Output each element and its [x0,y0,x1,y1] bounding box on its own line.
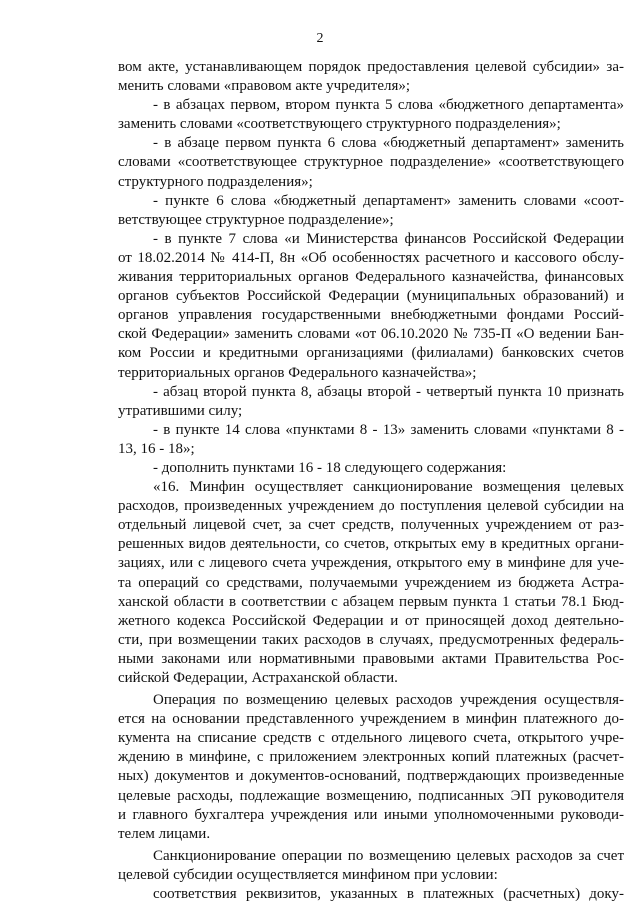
text-line: органов субъектов Российской Федерации (муниципальных образований) и [118,288,624,305]
text-line: - пункте 6 слова «бюджетный департамент» заменить словами «соот- [153,192,624,209]
text-line: кумента на списание средств с отдельного лицевого счета, открытого учре- [118,730,624,747]
text-line: заменить словами «соответствующего структурного подразделения»; [118,116,561,133]
text-line: ными законами или нормативными правовыми актами Правительства Рос- [118,650,624,667]
text-line: ханской области в соответствии с абзацем первым пункта 1 статьи 78.1 Бюд- [118,593,624,610]
text-line: - абзац второй пункта 8, абзацы второй - четвертый пункта 10 признать [153,383,624,400]
text-line: жетного кодекса Российской Федерации и от приносящей доход деятельно- [118,612,624,629]
text-line: менить словами «правовом акте учредителя»; [118,78,411,95]
text-line: и главного бухгалтера учреждения или иными уполномоченными руководи- [118,806,624,823]
text-line: вом акте, устанавливающем порядок предоставления целевой субсидии» за- [118,59,624,75]
text-line: от 18.02.2014 № 414-П, 8н «Об особенностях расчетного и кассового обслу- [118,249,624,266]
text-line: решенных видов деятельности, со счетов, открытых ему в кредитных органи- [118,536,624,553]
text-line: ком России и кредитными организациями (филиалами) банковских счетов [118,345,624,362]
text-line: территориальных органов Федерального казначейства»; [118,364,477,381]
text-line: соответствия реквизитов, указанных в платежных (расчетных) доку- [153,886,624,903]
text-line: сти, при возмещении таких расходов в случаях, предусмотренных федераль- [118,631,624,648]
text-line: Санкционирование операции по возмещению целевых расходов за счет [153,847,624,864]
text-line: - в абзацах первом, втором пункта 5 слова «бюджетного департамента» [153,97,624,114]
text-line: живания территориальных органов Федерального казначейства, финансовых [118,269,624,286]
text-line: та операций со средствами, получаемыми учреждением из бюджета Астра- [118,574,624,591]
text-line: телем лицами. [118,825,211,842]
text-line: органов управления государственными внебюджетными фондами Россий- [118,307,624,324]
text-line: - в пункте 7 слова «и Министерства финансов Российской Федерации [153,230,624,247]
text-line: ской Федерации» заменить словами «от 06.10.2020 № 735-П «О ведении Бан- [118,326,624,343]
text-line: расходов, произведенных учреждением до поступления целевой субсидии на [118,498,624,515]
text-line: 13, 16 - 18»; [118,440,195,457]
text-line: ется на основании представленного учреждением в минфин платежного до- [118,711,624,728]
text-line: структурного подразделения»; [118,173,313,190]
text-line: сийской Федерации, Астраханской области. [118,670,398,686]
text-line: целевые расходы, подлежащие возмещению, подписанных ЭП руководителя [118,787,624,804]
text-line: отдельный лицевой счет, за счет средств, полученных учреждением от раз- [118,517,624,534]
text-line: зациях, или с лицевого счета учреждения, открытого ему в минфине для уче- [118,555,624,572]
text-line: - дополнить пунктами 16 - 18 следующего содержания: [153,459,507,476]
document-body [118,58,624,904]
text-line: ных) документов и документов-оснований, подтверждающих произведенные [118,768,624,785]
text-line: Операция по возмещению целевых расходов учреждения осуществля- [153,692,624,709]
text-line: целевой субсидии осуществляется минфином при условии: [118,866,498,883]
text-line: «16. Минфин осуществляет санкционирование возмещения целевых [153,479,624,496]
text-line: ждению в минфине, с приложением электронных копий платежных (расчет- [118,749,624,766]
text-line: ветствующее структурное подразделение»; [118,211,394,228]
text-line: утратившими силу; [118,402,243,419]
text-line: словами «соответствующее структурное подразделение» «соответствующего [118,154,624,171]
text-line: - в пункте 14 слова «пунктами 8 - 13» заменить словами «пунктами 8 - [153,421,624,438]
text-line: - в абзаце первом пункта 6 слова «бюджетный департамент» заменить [153,135,624,152]
page-number: 2 [316,31,324,46]
